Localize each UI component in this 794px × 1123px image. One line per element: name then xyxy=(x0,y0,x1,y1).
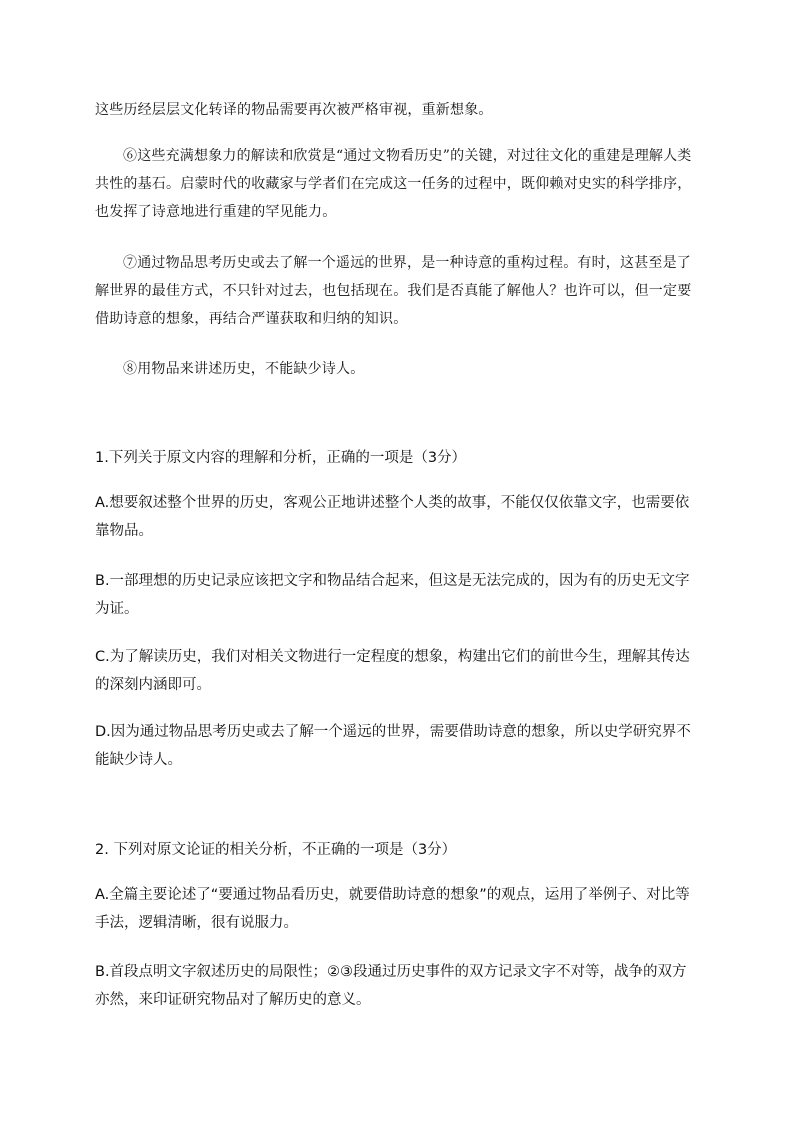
passage-paragraph-continuation xyxy=(95,96,699,124)
option-text: B.首段点明文字叙述历史的局限性；②③段通过历史事件的双方记录文字不对等，战争的双方亦然，来印证研究物品对了解历史的意义。 xyxy=(95,964,687,1008)
passage-text: ⑥这些充满想象力的解读和欣赏是“通过文物看历史”的关键，对过往文化的重建是理解人类共性的基石。启蒙时代的收藏家与学者们在完成这一任务的过程中，既仰赖对史实的科学排序，也发挥了诗意地进行重建的罕见能力。 xyxy=(95,148,692,220)
passage-text: 这些历经层层文化转译的物品需要再次被严格审视，重新想象。 xyxy=(95,102,493,118)
question-1-option-c xyxy=(95,643,701,699)
question-1-option-d xyxy=(95,718,701,774)
option-text: B.一部理想的历史记录应该把文字和物品结合起来，但这是无法完成的，因为有的历史无文字为证。 xyxy=(95,573,690,617)
question-2-option-b xyxy=(95,958,701,1014)
question-2-option-a xyxy=(95,881,701,937)
option-text: A.全篇主要论述了“要通过物品看历史，就要借助诗意的想象”的观点，运用了举例子、对比等手法，逻辑清晰，很有说服力。 xyxy=(95,887,690,931)
passage-paragraph-6 xyxy=(95,142,699,226)
passage-text: ⑦通过物品思考历史或去了解一个遥远的世界，是一种诗意的重构过程。有时，这甚至是了解世界的最佳方式，不只针对过去，也包括现在。我们是否真能了解他人？也许可以，但一定要借助诗意的想象，再结合严谨获取和归纳的知识。 xyxy=(95,255,692,327)
question-stem: 2. 下列对原文论证的相关分析，不正确的一项是（3分） xyxy=(95,842,457,858)
passage-text: ⑧用物品来讲述历史，不能缺少诗人。 xyxy=(123,361,365,377)
passage-paragraph-7 xyxy=(95,249,699,333)
option-text: C.为了解读历史，我们对相关文物进行一定程度的想象，构建出它们的前世今生，理解其传达的深刻内涵即可。 xyxy=(95,649,690,693)
passage-paragraph-8 xyxy=(95,355,699,383)
question-stem: 1.下列关于原文内容的理解和分析，正确的一项是（3分） xyxy=(95,450,467,466)
question-1-stem xyxy=(95,444,701,472)
question-2-stem xyxy=(95,836,701,864)
question-1-option-a xyxy=(95,489,701,545)
question-1-option-b xyxy=(95,567,701,623)
option-text: A.想要叙述整个世界的历史，客观公正地讲述整个人类的故事，不能仅仅依靠文字，也需要依靠物品。 xyxy=(95,495,690,539)
option-text: D.因为通过物品思考历史或去了解一个遥远的世界，需要借助诗意的想象，所以史学研究界不能缺少诗人。 xyxy=(95,724,691,768)
